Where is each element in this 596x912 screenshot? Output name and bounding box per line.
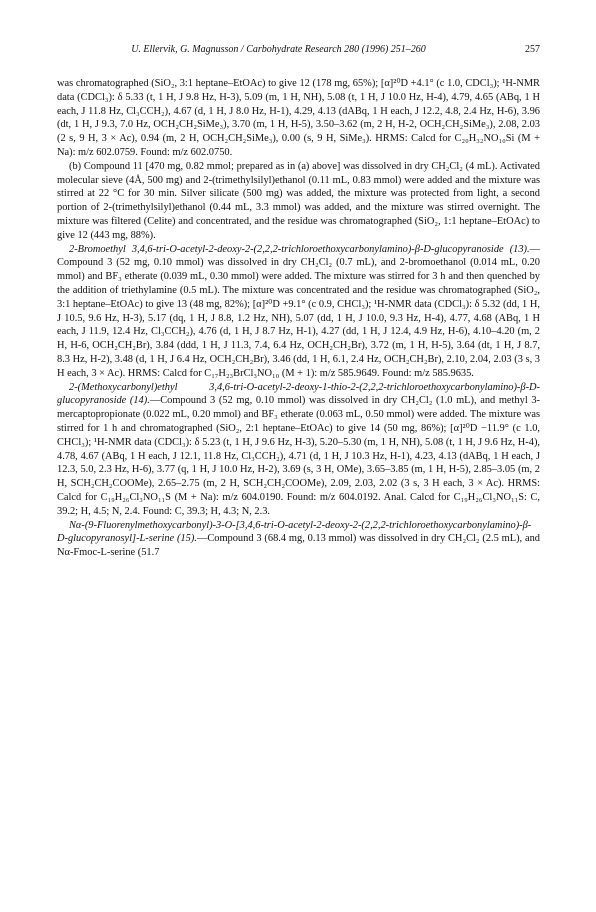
compound-title: 2-Bromoethyl 3,4,6-tri-O-acetyl-2-deoxy-2-(2,2,2-trichloroethoxycarbonylamino)-β-D-glucopyranoside (13). — [69, 243, 530, 255]
paragraph-text: —Compound 3 (68.4 mg, 0.13 mmol) was dissolved in dry CH₂Cl₂ (2.5 mL), and Nα-Fmoc-L-serine (51.7 — [57, 533, 541, 559]
paragraph-compound-15 — [57, 519, 540, 560]
body-text — [57, 77, 540, 560]
paragraph-compound-13 — [57, 243, 540, 381]
paragraph-procedure-b — [57, 160, 540, 243]
paragraph-12-nmr — [57, 77, 540, 160]
paragraph-compound-14 — [57, 381, 540, 519]
compound-title: Nα-(9-Fluorenylmethoxycarbonyl)-3-O-[3,4,6-tri-O-acetyl-2-deoxy-2-(2,2,2-trichloroethoxycarbonylamino)-β-D-glucopyranosyl]-L-serine (15). — [57, 519, 532, 545]
page-number: 257 — [525, 44, 540, 55]
paragraph-text: —Compound 3 (52 mg, 0.10 mmol) was dissolved in dry CH₂Cl₂ (0.7 mL), and 2-bromoethanol (0.014 mL, 0.20 mmol) and BF₃ etherate (0.039 mL, 0.30 mmol) were added. The mixture was stirred for 3 h and then quenched by the addition of triethylamine (0.5 mL). The mixture was concentrated and the residue was chromatographed (SiO₂, 3:1 heptane–EtOAc) to give 13 (48 mg, 82%); [α]²⁰D +9.1° (c 0.9, CHCl₃); ¹H-NMR data (CDCl₃): δ 5.32 (dd, 1 H, J 10.5, 9.6 Hz, H-3), 5.17 (dq, 1 H, J 8.8, 1.2 Hz, NH), 5.07 (dd, 1 H, J 10.0, 9.3 Hz, H-4), 4.77, 4.68 (ABq, 1 H each, J 11.9, 12.4 Hz, Cl₃CCH₂), 4.76 (d, 1 H, J 8.7 Hz, H-1), 4.27 (dd, 1 H, J 12.4, 4.9 Hz, H-6), 4.10–4.20 (m, 2 H, H-6, OCH₂CH₂Br), 3.84 (ddd, 1 H, J 11.3, 7.4, 6.4 Hz, OCH₂CH₂Br), 3.72 (m, 1 H, H-5), 3.64 (dt, 1 H, J 8.7, 8.3 Hz, H-2), 3.48 (d, 1 H, J 6.4 Hz, OCH₂CH₂Br), 3.46 (dd, 1 H, 6.1, 2.4 Hz, OCH₂CH₂Br), 2.10, 2.04, 2.03 (3 s, 3 H each, 3 × Ac). HRMS: Calcd for C₁₇H₂₃BrCl₃NO₁₀ (M + 1): m/z 585.9649. Found: m/z 585.9635. — [57, 243, 540, 379]
compound-title: 2-(Methoxycarbonyl)ethyl 3,4,6-tri-O-acetyl-2-deoxy-1-thio-2-(2,2,2-trichloroethoxycarbonylamino)-β-D-glucopyranoside (14). — [57, 381, 540, 407]
paragraph-text: (b) Compound 11 [470 mg, 0.82 mmol; prepared as in (a) above] was dissolved in dry CH₂Cl₂ (4 mL). Activated molecular sieve (4Å, 500 mg) and 2-(trimethylsilyl)ethanol (0.11 mL, 0.83 mmol) were added and the mixture was stirred at 22 °C for 30 min. Silver silicate (500 mg) was added, the mixture was protected from light, a second portion of 2-(trimethylsilyl)ethanol (0.44 mL, 3.3 mmol) was added, and the mixture was stirred overnight. The mixture was filtered (Celite) and concentrated, and the residue was chromatographed (SiO₂, 1:1 heptane–EtOAc) to give 12 (443 mg, 88%). — [57, 160, 540, 241]
paragraph-text: —Compound 3 (52 mg, 0.10 mmol) was dissolved in dry CH₂Cl₂ (1.0 mL), and methyl 3-mercaptopropionate (0.022 mL, 0.20 mmol) and BF₃ etherate (0.063 mL, 0.50 mmol) were added. The mixture was stirred for 1 h and chromatographed (SiO₂, 2:1 heptane–EtOAc) to give 14 (50 mg, 86%); [α]²⁰D −11.9° (c 1.0, CHCl₃); ¹H-NMR data (CDCl₃): δ 5.23 (t, 1 H, J 9.6 Hz, H-3), 5.20–5.30 (m, 1 H, NH), 5.08 (t, 1 H, J 9.6 Hz, H-4), 4.78, 4.67 (ABq, 1 H each, J 12.1, 11.8 Hz, Cl₃CCH₂), 4.71 (d, 1 H, J 10.3 Hz, H-1), 4.23, 4.13 (dABq, 1 H each, J 12.3, 5.0, 2.3 Hz, H-6), 3.77 (q, 1 H, J 10.0 Hz, H-2), 3.69 (s, 3 H, OMe), 3.65–3.85 (m, 1 H, H-5), 2.85–3.05 (m, 2 H, SCH₂CH₂COOMe), 2.65–2.75 (m, 2 H, SCH₂CH₂COOMe), 2.09, 2.03, 2.02 (3 s, 3 H each, 3 × Ac). HRMS: Calcd for C₁₉H₂₆Cl₃NO₁₁S (M + Na): m/z 604.0190. Found: m/z 604.0192. Anal. Calcd for C₁₉H₂₆Cl₃NO₁₁S: C, 39.2; H, 4.5; N, 2.4. Found: C, 39.3; H, 4.3; N, 2.3. — [57, 395, 541, 517]
running-title: U. Ellervik, G. Magnusson / Carbohydrate Research 280 (1996) 251–260 — [131, 44, 426, 55]
running-header — [57, 44, 540, 58]
paragraph-text: was chromatographed (SiO₂, 3:1 heptane–EtOAc) to give 12 (178 mg, 65%); [α]²⁰D +4.1° (c 1.0, CDCl₃); ¹H-NMR data (CDCl₃): δ 5.33 (t, 1 H, J 9.8 Hz, H-3), 5.09 (m, 1 H, NH), 5.08 (t, 1 H, J 10.0 Hz, H-4), 4.79, 4.65 (ABq, 1 H each, J 11.8 Hz, Cl₃CCH₂), 4.67 (d, 1 H, J 8.0 Hz, H-1), 4.29, 4.13 (dABq, 1 H each, J 12.2, 4.8, 2.4 Hz, H-6), 3.96 (dt, 1 H, J 9.3, 7.0 Hz, OCH₂CH₂SiMe₃), 3.70 (m, 1 H, H-5), 3.50–3.62 (m, 2 H, H-2, OCH₂CH₂SiMe₃), 2.08, 2.03 (2 s, 9 H, 3 × Ac), 0.94 (m, 2 H, OCH₂CH₂SiMe₃), 0.00 (s, 9 H, SiMe₃). HRMS: Calcd for C₂₀H₃₂NO₁₀Si (M + Na): m/z 602.0759. Found: m/z 602.0750. — [57, 78, 540, 158]
